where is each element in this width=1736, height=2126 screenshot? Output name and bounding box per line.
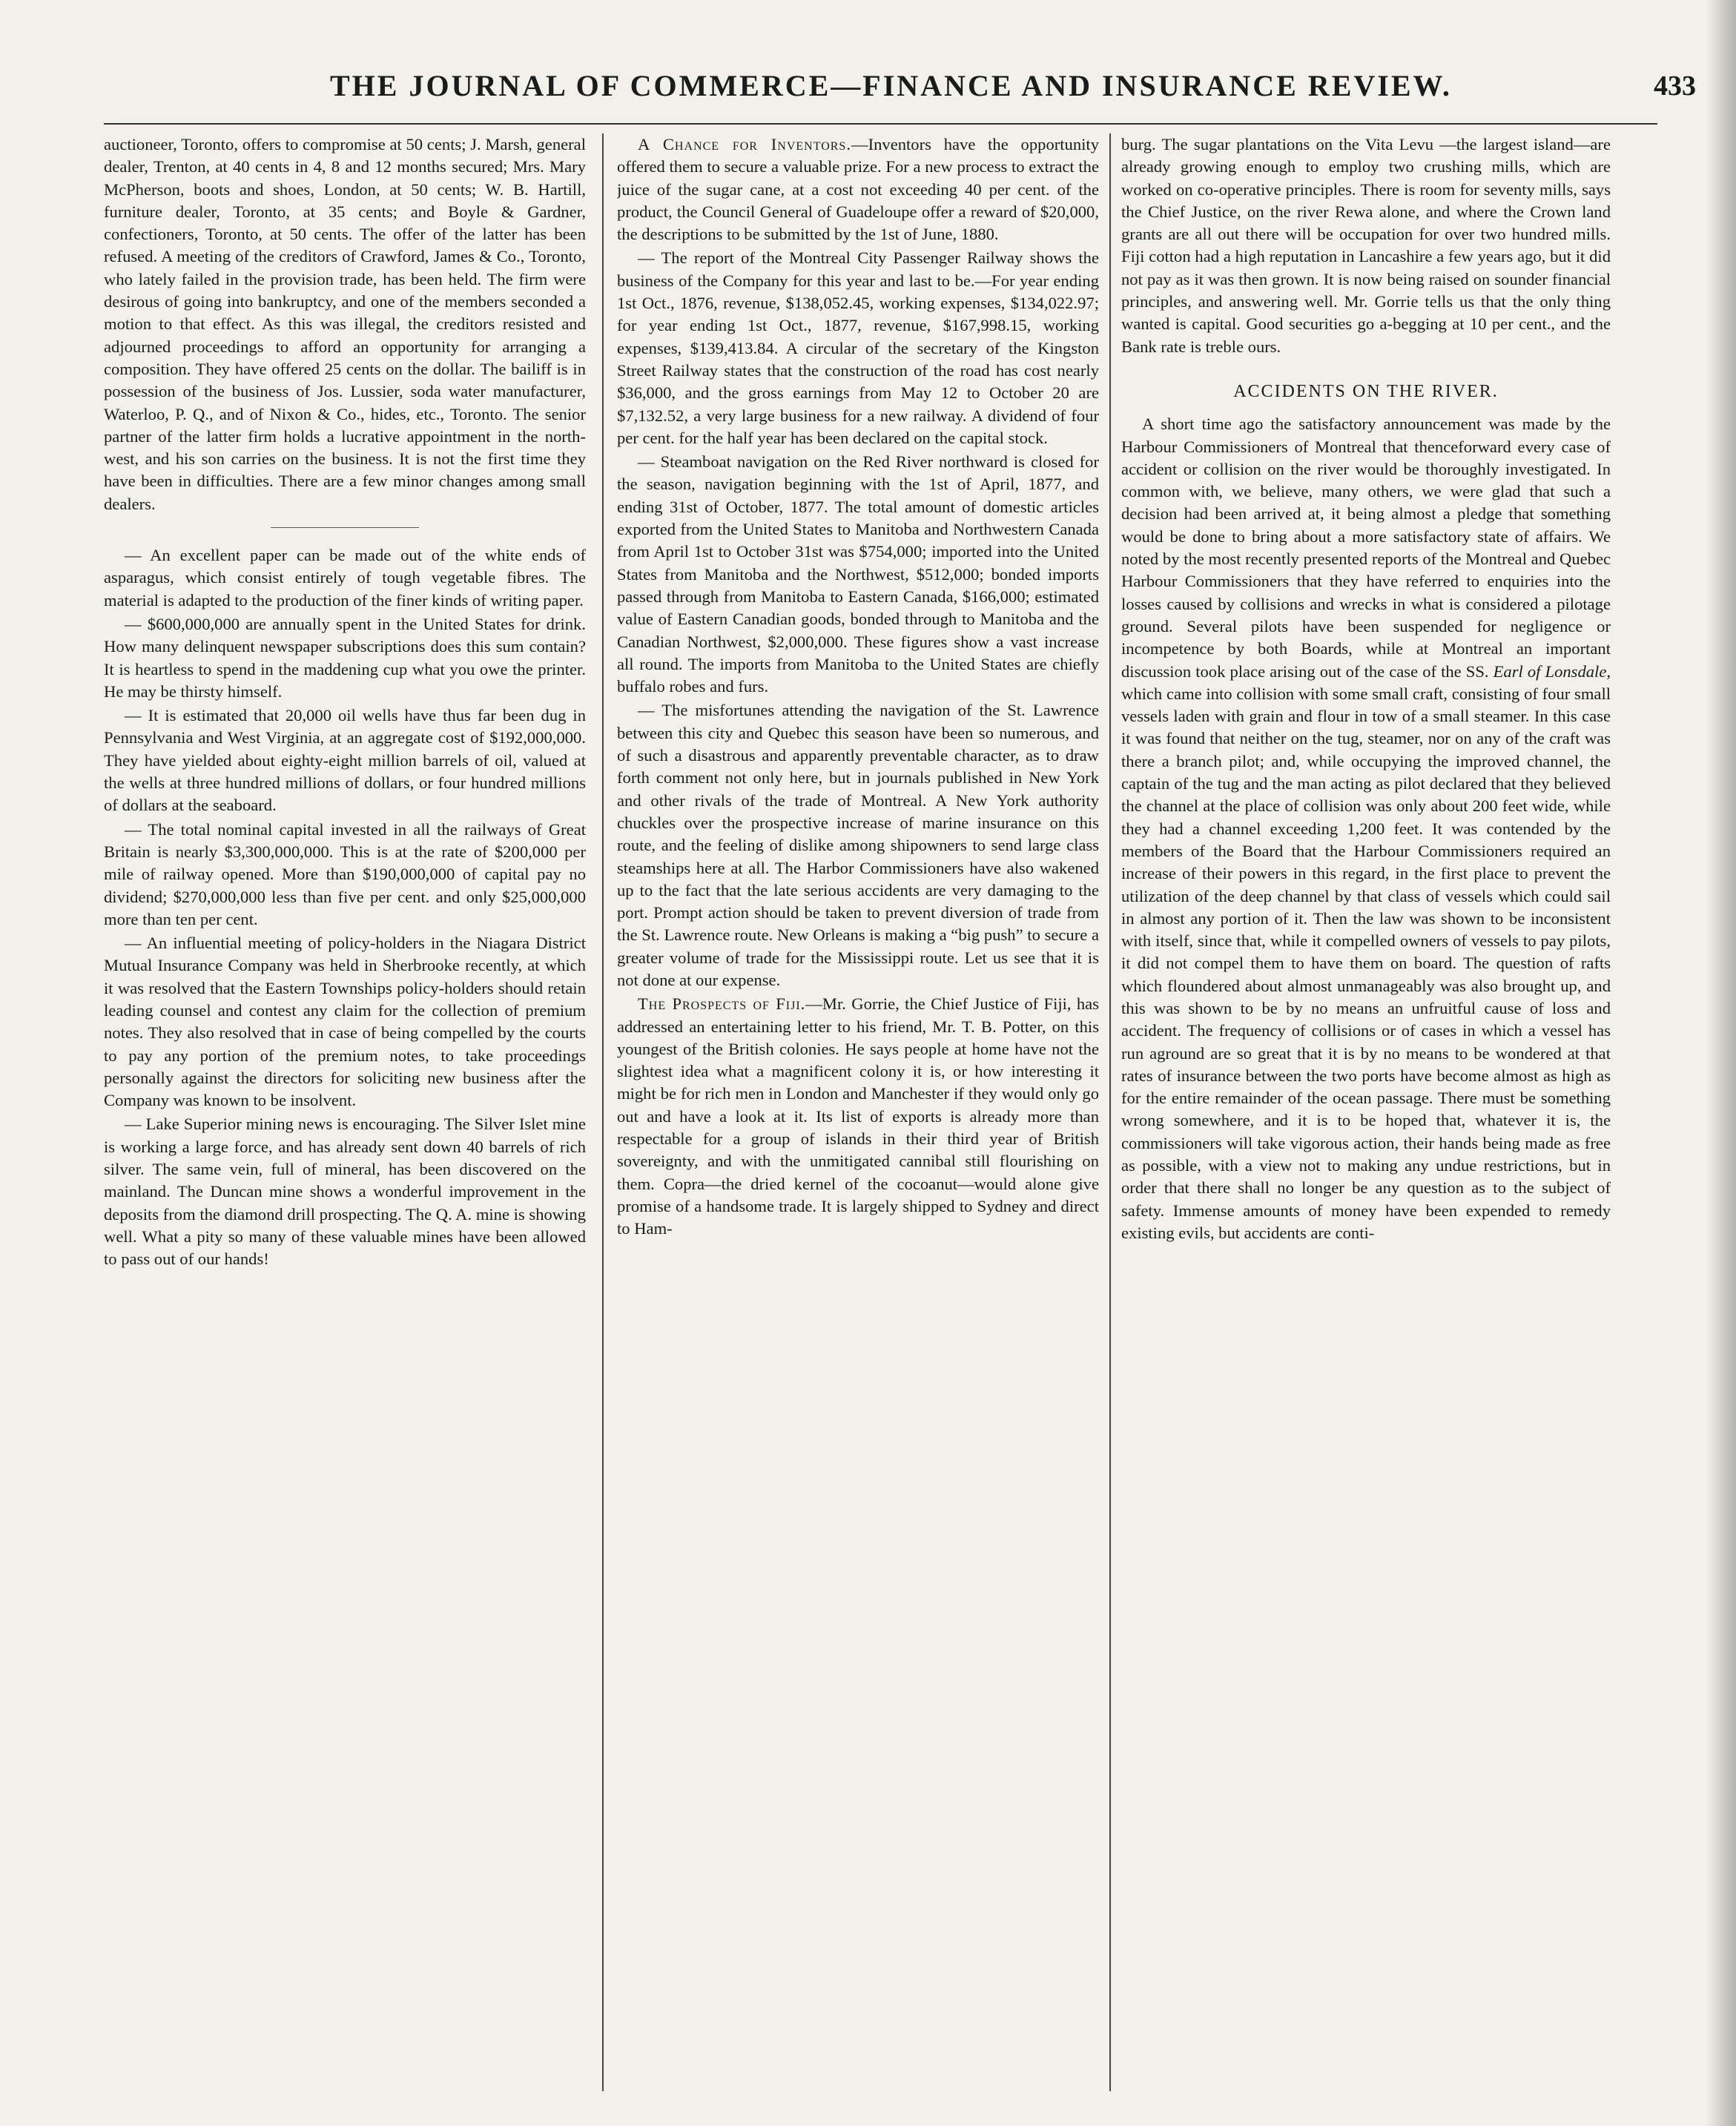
paragraph-st-lawrence-navigation: — The misfortunes attending the navigation of the St. Lawrence between this city and Quebec this season have been so numerous, and of such a disastrous and apparently preventable character, as to draw forth comment not only here, but in journals published in New York and other rivals of the trade of Montreal. A New York authority chuckles over the prospective increase of marine insurance on this route, and the feeling of dislike among shipowners to send large class steamships here at all. The Harbor Commissioners have also wakened up to the fact that the late serious accidents are very damaging to the port. Prompt action should be taken to prevent diversion of trade from the St. Lawrence route. New Orleans is making a “big push” to secure a greater volume of trade for the Mississippi route. Let us see that it is not done at our expense. (617, 701, 1099, 989)
page-number: 433 (1654, 70, 1696, 102)
paragraph-oil-wells: — It is estimated that 20,000 oil wells have thus far been dug in Pennsylvania and West Virginia, at an aggregate cost of $192,000,000. They have yielded about eighty-eight million barrels of oil, valued at the wells at three hundred millions of dollars, or four hundred millions of dollars at the seaboard. (104, 706, 586, 815)
paragraph-asparagus-paper: — An excellent paper can be made out of the white ends of asparagus, which consist entirely of tough vegetable fibres. The material is adapted to the production of the finer kinds of writing paper. (104, 546, 586, 610)
paragraph-body: —Mr. Gorrie, the Chief Justice of Fiji, has addressed an entertaining letter to his friend, Mr. T. B. Potter, on this youngest of the British colonies. He says people at home have not the slightest idea what a magnificent colony it is, or how interesting it might be for rich men in London and Manchester if they would only go out and have a look at it. Its list of exports is already more than respectable for a group of islands in their third year of British sovereignty, and with the unmitigated cannibal still flourishing on them. Copra—the dried kernel of the cocoanut—would alone give promise of a handsome trade. It is largely shipped to Sydney and direct to Ham- (617, 994, 1099, 1238)
ship-name: Earl of Lonsdale, (1493, 661, 1611, 681)
column-rule (602, 133, 604, 2091)
journal-title: THE JOURNAL OF COMMERCE—FINANCE AND INSURANCE REVIEW. (330, 69, 1452, 102)
paragraph-lake-superior-mining: — Lake Superior mining news is encouraging. The Silver Islet mine is working a large force, and has already sent down 40 barrels of rich silver. The same vein, full of mineral, has been discovered on the mainland. The Duncan mine shows a wonderful improvement in the deposits from the diamond drill prospecting. The Q. A. mine is showing well. What a pity so many of these valuable mines have been allowed to pass out of our hands! (104, 1115, 586, 1269)
column-3 (1121, 133, 1611, 2091)
paragraph-drink-spending: — $600,000,000 are annually spent in the United States for drink. How many delinquent newspaper subscriptions does this sum contain? It is heartless to spend in the maddening cup what you owe the printer. He may be thirsty himself. (104, 614, 586, 701)
paragraph-railway-capital: — The total nominal capital invested in all the railways of Great Britain is nearly $3,300,000,000. This is at the rate of $200,000 per mile of railway opened. More than $190,000,000 of capital pay no dividend; $270,000,000 less than five per cent. and only $25,000,000 more than ten per cent. (104, 819, 586, 928)
paragraph-accidents-on-river (1121, 413, 1611, 1244)
header-rule (104, 123, 1657, 125)
paragraph-policy-holders: — An influential meeting of policy-holders in the Niagara District Mutual Insurance Company was held in Sherbrooke recently, at which it was resolved that the Eastern Townships policy-holders should retain leading counsel and contest any claim for the collection of premium notes. They also resolved that in case of being compelled by the courts to pay any portion of the premium notes, to take proceedings personally against the directors for soliciting new business after the Company was known to be insolvent. (104, 934, 586, 1110)
paragraph-insolvencies: auctioneer, Toronto, offers to compromise at 50 cents; J. Marsh, general dealer, Trenton, at 40 cents in 4, 8 and 12 months secured; Mrs. Mary McPherson, boots and shoes, London, at 50 cents; W. B. Hartill, furniture dealer, Toronto, at 35 cents; and Boyle & Gardner, confectioners, Toronto, at 50 cents. The offer of the latter has been refused. A meeting of the creditors of Crawford, James & Co., Toronto, who lately failed in the provision trade, has been held. The firm were desirous of going into bankruptcy, and one of the members seconded a motion to that effect. As this was illegal, the creditors resisted and adjourned proceedings to afford an opportunity for arranging a composition. They have offered 25 cents on the dollar. The bailiff is in possession of the business of Jos. Lussier, soda water manufacturer, Waterloo, P. Q., and of Nixon & Co., hides, etc., Toronto. The senior partner of the latter firm holds a lucrative appointment in the north-west, and his son carries on the business. It is not the first time they have been in difficulties. There are a few minor changes among small dealers. (104, 135, 586, 513)
paragraph-red-river-navigation: — Steamboat navigation on the Red River northward is closed for the season, navigation beginning with the 1st of April, 1877, and ending 31st of October, 1877. The total amount of domestic articles exported from the United States to Manitoba and Northwestern Canada from April 1st to October 31st was $754,000; imported into the United States from Manitoba and the Northwest, $512,000; bonded imports passed through from Manitoba to Eastern Canada, $166,000; estimated value of Eastern Canadian goods, bonded through to Manitoba and the Canadian Northwest, $2,000,000. These figures show a vast increase all round. The imports from Manitoba to the United States are chiefly buffalo robes and furs. (617, 452, 1099, 696)
column-1 (104, 133, 586, 2091)
paragraph-passenger-railway: — The report of the Montreal City Passenger Railway shows the business of the Company for this year and last to be.—For year ending 1st Oct., 1876, revenue, $138,052.45, working expenses, $134,022.97; for year ending 1st Oct., 1877, revenue, $167,998.15, working expenses, $139,413.84. A circular of the secretary of the Kingston Street Railway states that the construction of the road has cost nearly $36,000, and the gross earnings from May 12 to October 20 are $7,132.52, a very large business for a new railway. A dividend of four per cent. for the half year has been declared on the capital stock. (617, 248, 1099, 447)
column-2 (617, 133, 1099, 2091)
scan-edge-shadow (1706, 0, 1736, 2126)
paragraph-chance-for-inventors (617, 133, 1099, 245)
paragraph-prospects-of-fiji (617, 993, 1099, 1240)
paragraph-body: —Inventors have the opportunity offered them to secure a valuable prize. For a new process to extract the juice of the sugar cane, at a cost not exceeding 40 per cent. of the product, the Council General of Guadeloupe offer a reward of $20,000, the descriptions to be submitted by the 1st of June, 1880. (617, 135, 1099, 244)
paragraph-lead: A Chance for Inventors. (638, 135, 851, 153)
paragraph-lead: The Prospects of Fiji. (638, 994, 806, 1014)
page-header (0, 68, 1736, 110)
section-divider (271, 527, 419, 528)
paragraph-text: A short time ago the satisfactory announcement was made by the Harbour Commissioners of Montreal that thenceforward every case of accident or collision on the river would be thoroughly investigated. In common with, we believe, many others, we were glad that such a decision had been arrived at, it being almost a pledge that something would be done to bring about a more satisfactory state of affairs. We noted by the most recently presented reports of the Montreal and Quebec Harbour Commissioners that they have referred to enquiries into the losses caused by collisions and wrecks in what is considered a pilotage ground. Several pilots have been suspended for negligence or incompetence by both Boards, while at Montreal an important discussion took place arising out of the case of the SS. (1121, 415, 1611, 681)
paragraph-fiji-continued: burg. The sugar plantations on the Vita Levu —the largest island—are already growing enough to employ two crushing mills, which are worked on co-operative principles. There is room for seventy mills, says the Chief Justice, on the river Rewa alone, and where the Crown land grants are all out there will be occupation for over two hundred mills. Fiji cotton had a high reputation in Lancashire a few years ago, but it did not pay as it was then grown. It is now being raised on sounder financial principles, and answering well. Mr. Gorrie tells us that the only thing wanted is capital. Good securities go a-begging at 10 per cent., and the Bank rate is treble ours. (1121, 135, 1611, 356)
article-heading: ACCIDENTS ON THE RIVER. (1233, 381, 1499, 401)
column-rule (1109, 133, 1111, 2091)
paragraph-text: which came into collision with some small craft, consisting of four small vessels laden with grain and flour in tow of a small steamer. In this case it was found that neither on the tug, steamer, nor on any of the craft was there a branch pilot; and, while occupying the improved channel, the captain of the tug and the man acting as pilot declared that they believed the channel at the place of collision was only about 200 feet wide, while they had a channel exceeding 1,200 feet. It was contended by the members of the Board that the Harbour Commissioners required an increase of their powers in this regard, in the first place to prevent the utilization of the deep channel by that class of vessels which could sail in almost any portion of it. Then the law was shown to be inconsistent with itself, since that, while it compelled owners of vessels to pay pilots, it did not compel them to have them on board. The question of rafts which floundered about almost unmanageably was also brought up, and this was shown to be by no means an unfruitful cause of loss and accident. The frequency of collisions or of cases in which a vessel has run aground are so great that it is by no means to be wondered at that rates of insurance between the two ports have become almost as high as for the entire remainder of the ocean passage. There must be something wrong somewhere, and it is to be hoped that, whatever it is, the commissioners will take vigorous action, their hands being made as free as possible, with a view not to making any undue restrictions, but in order that there shall no longer be any question as to the subject of safety. Immense amounts of money have been expended to remedy existing evils, but accidents are conti- (1121, 684, 1611, 1242)
